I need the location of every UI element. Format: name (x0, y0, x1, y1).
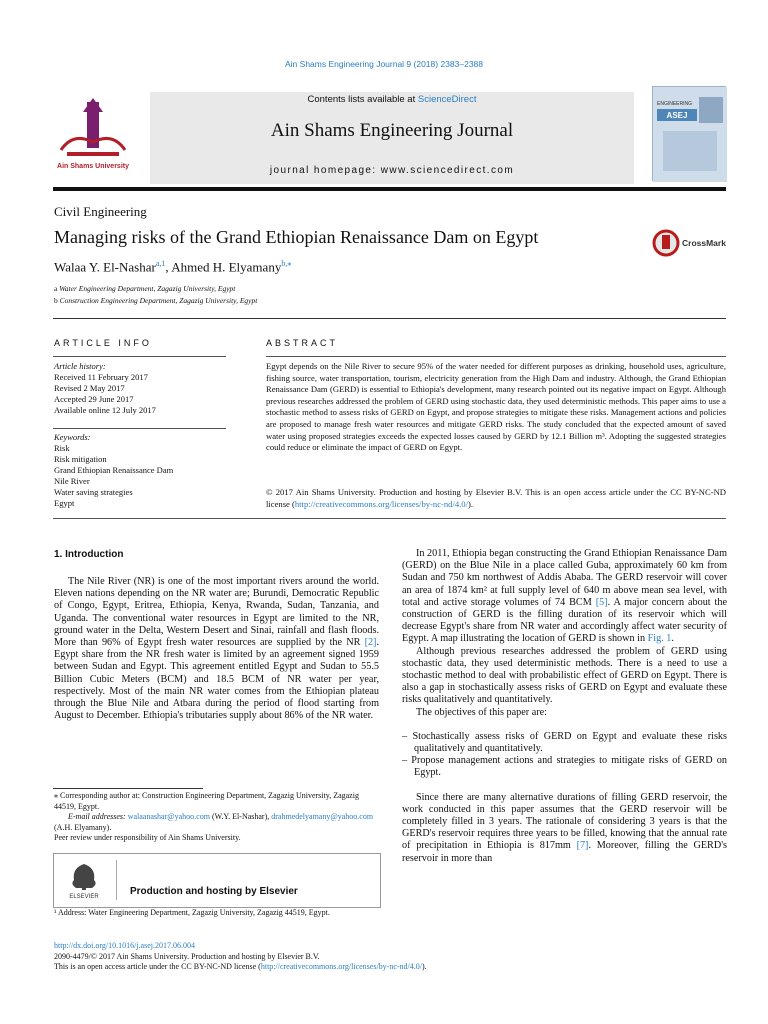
peer-review-note: Peer review under responsibility of Ain Shams University. (54, 833, 241, 842)
history-item: Available online 12 July 2017 (54, 405, 156, 415)
divider (53, 318, 726, 319)
license-link[interactable]: http://creativecommons.org/licenses/by-nc-nd/4.0/ (294, 498, 468, 509)
divider (53, 356, 226, 357)
keyword: Water saving strategies (54, 487, 133, 497)
divider (53, 518, 726, 519)
doi-link[interactable]: http://dx.doi.org/10.1016/j.asej.2017.06.004 (54, 941, 195, 950)
svg-text:ELSEVIER: ELSEVIER (69, 894, 99, 900)
crossmark-icon: CrossMark (682, 238, 726, 248)
university-logo (53, 98, 133, 173)
keywords-label: Keywords: (54, 432, 91, 442)
keyword: Egypt (54, 498, 75, 508)
article-meta-footer (54, 941, 714, 973)
article-section: Civil Engineering (54, 204, 147, 219)
affiliations (54, 283, 257, 307)
body-paragraph: The objectives of this paper are: (416, 706, 547, 718)
citation-link[interactable]: [2] (364, 637, 377, 649)
journal-cover-image (652, 86, 726, 181)
journal-homepage[interactable]: journal homepage: www.sciencedirect.com (269, 165, 515, 176)
keywords (54, 432, 226, 509)
article-history (54, 361, 226, 416)
corresponding-author-note: ⁎ Corresponding author at: Construction Engineering Department, Zagazig University, Zagazig 44519, Egypt. (54, 791, 359, 811)
objective-bullet: – Propose management actions and strategies to mitigate risks of GERD on Egypt. (402, 755, 727, 779)
paper-title: Managing risks of the Grand Ethiopian Renaissance Dam on Egypt (54, 227, 539, 247)
objective-bullet: – Stochastically assess risks of GERD on Egypt and evaluate these risks qualitatively and quantitatively. (402, 730, 727, 755)
history-item: Revised 2 May 2017 (54, 383, 125, 393)
body-paragraph: Although previous researches addressed the problem of GERD using stochastic data, they used deterministic methods. There is a need to use a stochastic method to deal with probabilistic effect of GERD on Egypt. There is also a gap in stochastically assess risks of GERD on Egypt and evaluate these risks qualitatively and quantitatively. (402, 645, 727, 706)
svg-text:Ain Shams University: Ain Shams University (57, 163, 129, 170)
figure-link[interactable]: Fig. 1 (647, 633, 672, 645)
license-link[interactable]: http://creativecommons.org/licenses/by-nc-nd/4.0/ (260, 962, 422, 971)
author-name: Walaa Y. El-Nashar (54, 259, 156, 275)
email-note: E-mail addresses: walaanashar@yahoo.com (W.Y. El-Nashar), drahmedelyamany@yahoo.com (A.H. Elyamany). (54, 812, 374, 832)
author-name: Ahmed H. Elyamany (171, 259, 282, 275)
body-paragraph: The Nile River (NR) is one of the most important rivers around the world. Eleven nations depending on the NR water are; Burundi, Democratic Republic of Congo, Egypt, Eritrea, Ethiopia, Kenya, Rwanda, Sudan, Tanzania, and Uganda. The conventional water resources in Egypt are limited to the NR, ground water in the Delta, Western Desert and Sinai, rainfall and flash floods. More than 96% of Egypt fresh water resources are supplied by the NR [2]. Egypt share from the NR fresh water is limited by an agreement signed 1959 between Sudan and Egypt. This agreement entitled Egypt and Sudan to 55.5 Billion Cubic Meters (BCM) and 18.5 BCM of NR water per year, respectively. Most of the main NR water comes from the Ethiopian plateau through the Blue Nile and Atbara during the period of flood starting from August to December. Ethiopia's tributaries supply about 86% of the NR water. (54, 576, 379, 722)
affiliation-a: a Water Engineering Department, Zagazig University, Egypt (54, 284, 236, 293)
keyword: Nile River (54, 476, 90, 486)
affiliation-b: b Construction Engineering Department, Zagazig University, Egypt (54, 296, 258, 305)
author-affiliation-marker[interactable]: a,1 (155, 259, 166, 268)
journal-citation-link[interactable]: Ain Shams Engineering Journal 9 (2018) 2383–2388 (285, 59, 483, 69)
author-list: Walaa Y. El-Nashar$^{a,1}$, Ahmed H. Elyamany$^{b,⁎}$ (54, 259, 292, 275)
issn-line: 2090-4479/© 2017 Ain Shams University. Production and hosting by Elsevier B.V. (54, 951, 320, 961)
footnotes (54, 791, 379, 844)
citation-link[interactable]: [7] (576, 840, 589, 852)
abstract-text: Egypt depends on the Nile River to secure 95% of the water needed for different purposes as drinking, household uses, agriculture, fishing source, water transportation, tourism, electricity generation from the High Dam and industry. Although, the Grand Ethiopian Renaissance Dam (GERD) is essential to Ethiopia's development, many research pointed out its negative impact on Egypt. Although previous researches addressed the problem of GERD using stochastic data, they used deterministic methods. This paper aims to use a stochastic method to assess risks of GERD on Egypt, and propose strategies to mitigate these risks. Management actions and policies are proposed to manage fresh water resources and mitigate GERD risks. The study concluded that the expected amount of saved water using proposed strategies exceeds the expected losses caused by GERD by 12.1 Billion m³. Adopting the suggested strategies could reduce or eliminate the impact of GERD on Egypt. (266, 361, 726, 453)
article-info-heading: ARTICLE INFO (54, 338, 152, 348)
svg-text:ENGINEERING: ENGINEERING (657, 101, 693, 107)
divider (116, 860, 117, 900)
history-item: Accepted 29 June 2017 (54, 394, 134, 404)
section-heading: 1. Introduction (54, 549, 124, 560)
open-access-line: This is an open access article under the CC BY-NC-ND license (http://creativecommons.org/licenses/by-nc-nd/4.0/). (54, 962, 427, 971)
author-affiliation-marker[interactable]: b,⁎ (281, 259, 292, 268)
keyword: Risk (54, 443, 70, 453)
elsevier-logo (60, 860, 108, 900)
abstract-copyright: © 2017 Ain Shams University. Production and hosting by Elsevier B.V. This is an open access article under the CC BY-NC-ND license (http://creativecommons.org/licenses/by-nc-nd/4.0/). (266, 487, 726, 509)
divider (53, 428, 226, 429)
header-divider (53, 187, 726, 191)
journal-name: Ain Shams Engineering Journal (270, 120, 514, 141)
contents-line (150, 94, 634, 105)
right-column (402, 548, 727, 865)
contents-prefix: Contents lists available at (307, 94, 418, 105)
production-label: Production and hosting by Elsevier (130, 886, 298, 897)
divider (266, 356, 726, 357)
footnote-divider (53, 788, 203, 789)
abstract-heading: ABSTRACT (266, 338, 339, 348)
keyword: Grand Ethiopian Renaissance Dam (54, 465, 174, 475)
email-link[interactable]: walaanashar@yahoo.com (127, 812, 210, 821)
history-item: Received 11 February 2017 (54, 372, 148, 382)
keyword: Risk mitigation (54, 454, 107, 464)
history-label: Article history: (54, 361, 106, 371)
address-footnote: ¹ Address: Water Engineering Department, Zagazig University, Zagazig 44519, Egypt. (54, 908, 330, 917)
svg-text:ASEJ: ASEJ (666, 111, 688, 120)
sciencedirect-link[interactable]: ScienceDirect (417, 94, 477, 105)
body-paragraph: Since there are many alternative durations of filling GERD reservoir, the work conducted in this paper assumes that the GERD reservoir will be completely filled in 3 years. The rationale of considering 3 years is that the GERD's reservoir requires three years to be filled, knowing that the annual rate of precipitation in Ethiopia is 817mm [7]. Moreover, filling the GERD's reservoir in more than (402, 791, 727, 864)
email-link[interactable]: drahmedelyamany@yahoo.com (271, 812, 374, 821)
citation-link[interactable]: [5] (595, 596, 608, 608)
body-paragraph: In 2011, Ethiopia began constructing the Grand Ethiopian Renaissance Dam (GERD) on the Blue Nile in a place called Guba, approximately 60 km from Sudan and 750 km northwest of Addis Ababa. The GERD reservoir will cover an area of 1874 km² at full supply level of 640 m above mean sea level, with total and active storage volumes of 74 BCM [5]. A major concern about the construction of GERD is the filling duration of its reservoir which will decrease Egypt's share from NR water and accordingly affect water security of Egypt. A map illustrating the location of GERD is shown in Fig. 1. (402, 548, 727, 645)
crossmark-badge[interactable] (652, 229, 726, 261)
